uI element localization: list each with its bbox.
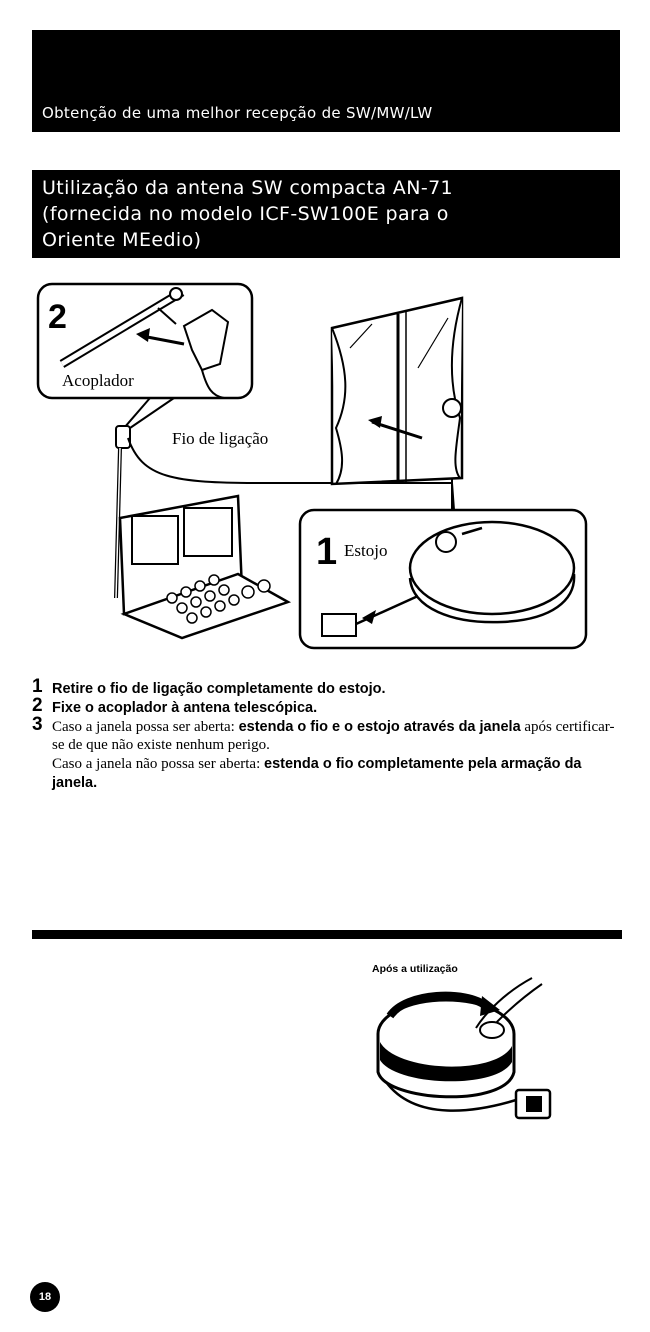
section-title-line-2: (fornecida no modelo ICF-SW100E para o bbox=[42, 203, 449, 225]
section-bar bbox=[32, 170, 620, 258]
section-divider bbox=[32, 930, 622, 939]
antenna-setup-illustration bbox=[32, 278, 592, 662]
header-title: Obtenção de uma melhor recepção de SW/MW/LW bbox=[42, 104, 433, 122]
section-title bbox=[42, 175, 453, 253]
callout-1-number: 1 bbox=[316, 531, 338, 573]
step-number: 3 bbox=[32, 713, 43, 735]
step-3-action-1: estenda o fio e o estojo através da janela bbox=[238, 718, 521, 735]
callout-case bbox=[300, 510, 586, 648]
step-2 bbox=[32, 694, 622, 718]
section-title-line-3: Oriente MEedio) bbox=[42, 229, 202, 251]
step-3-action-2: estenda o fio completamente pela armação da janela. bbox=[52, 756, 582, 791]
step-text: Retire o fio de ligação completamente do estojo. bbox=[52, 681, 386, 697]
step-number: 1 bbox=[32, 676, 43, 697]
section-title-line-1: Utilização da antena SW compacta AN-71 bbox=[42, 177, 454, 199]
page-number-badge: 18 bbox=[30, 1282, 60, 1312]
step-3-condition-1: Caso a janela possa ser aberta: bbox=[52, 718, 239, 735]
step-3-note-1: após certificar-se de que não existe nenhum perigo. bbox=[52, 718, 615, 754]
window-illustration bbox=[332, 298, 462, 484]
callout-2-number: 2 bbox=[48, 298, 67, 336]
rewind-case-illustration bbox=[356, 972, 566, 1142]
header-bar bbox=[32, 30, 620, 132]
callout-2-label: Acoplador bbox=[62, 371, 134, 390]
step-number: 2 bbox=[32, 694, 43, 716]
after-use-label: Após a utilização bbox=[372, 963, 458, 975]
instruction-steps bbox=[32, 676, 622, 793]
callout-coupler bbox=[38, 284, 252, 398]
wire-label: Fio de ligação bbox=[172, 429, 269, 448]
callout-1-label: Estojo bbox=[344, 541, 388, 560]
radio-illustration bbox=[120, 496, 288, 638]
step-1 bbox=[32, 676, 622, 699]
step-3 bbox=[32, 713, 622, 756]
step-3-condition-2: Caso a janela não possa ser aberta: bbox=[52, 756, 264, 773]
step-3-alt bbox=[32, 755, 622, 793]
step-text: Fixe o acoplador à antena telescópica. bbox=[52, 699, 318, 716]
